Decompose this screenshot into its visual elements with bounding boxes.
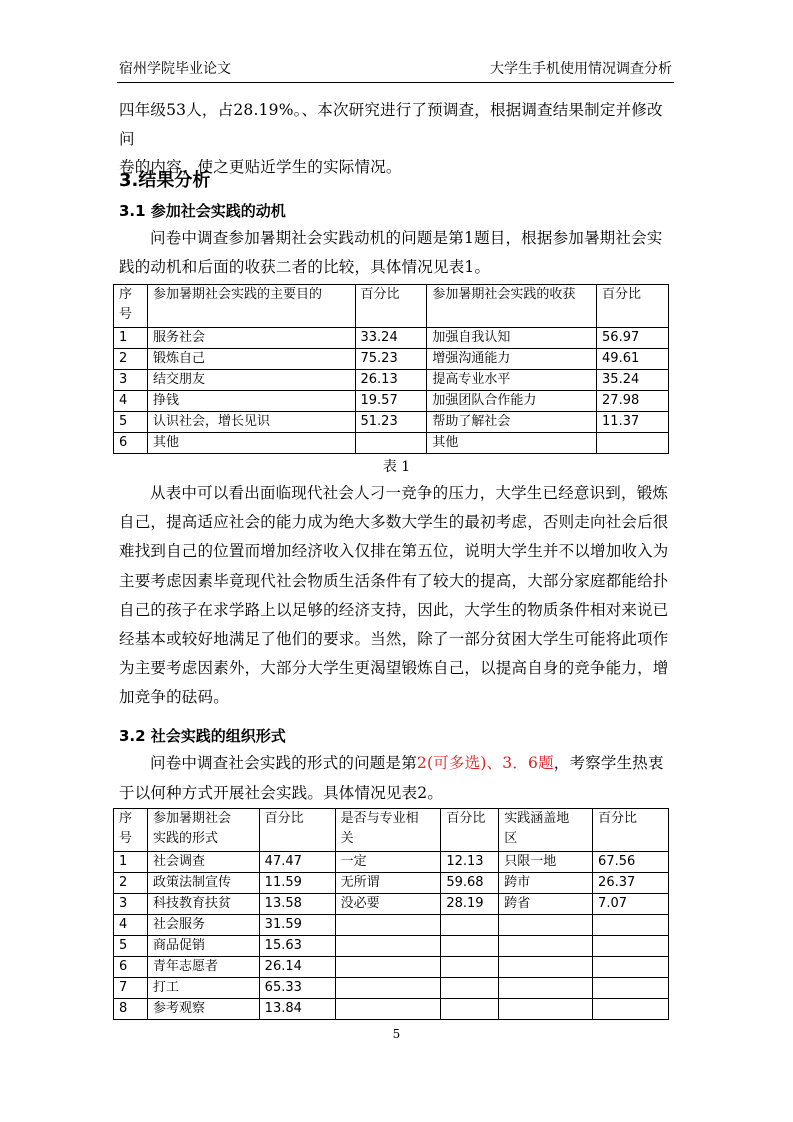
table-row [114,328,669,349]
table-cell [335,915,441,936]
table-cell: 1 [114,328,148,349]
table-row [114,412,669,433]
table-cell: 2 [114,349,148,370]
table-cell: 19.57 [355,391,427,412]
table-row [114,391,669,412]
table-cell [335,978,441,999]
table-cell [441,915,499,936]
table-header-cell: 百分比 [355,285,427,328]
text-line: 自己，提高适应社会的能力成为绝大多数大学生的最初考虑，否则走向社会后很 [119,513,669,532]
table-cell: 5 [114,936,148,957]
table-cell: 2 [114,873,148,894]
text-line: 问卷中调查参加暑期社会实践动机的问题是第1题目，根据参加暑期社会实 [150,229,663,247]
table-cell: 56.97 [597,328,669,349]
text-line: 经基本或较好地满足了他们的要求。当然，除了一部分贫困大学生可能将此项作 [119,630,669,649]
table-row [114,433,669,454]
table-cell: 科技教育扶贫 [147,894,259,915]
subsection-1-paragraph [119,224,675,281]
table-header-cell: 百分比 [259,809,335,852]
table-cell: 31.59 [259,915,335,936]
table-cell: 3 [114,370,148,391]
table-cell: 挣钱 [147,391,355,412]
table-row [114,349,669,370]
table-cell: 8 [114,999,148,1020]
table-cell: 加强自我认知 [427,328,597,349]
table-2 [113,808,669,1020]
table-header-cell: 参加暑期社会 实践的形式 [147,809,259,852]
table-cell: 无所谓 [335,873,441,894]
text-line: 难找到自己的位置而增加经济收入仅排在第五位，说明大学生并不以增加收入为 [119,542,669,561]
table-cell: 跨市 [499,873,593,894]
section-title: 3.结果分析 [119,170,211,191]
table-row [114,978,669,999]
table-cell: 15.63 [259,936,335,957]
text-line: 践的动机和后面的收获二者的比较，具体情况见表1。 [119,257,491,276]
table-1-caption: 表 1 [382,459,411,475]
table-cell: 其他 [147,433,355,454]
table-header-cell: 实践涵盖地 区 [499,809,593,852]
table-cell: 27.98 [597,391,669,412]
text-line: 四年级53人，占28.19%。、本次研究进行了预调查，根据调查结果制定并修改问 [119,101,663,148]
text-line: 加竞争的砝码。 [119,688,229,707]
table-cell: 社会服务 [147,915,259,936]
table-cell [499,915,593,936]
table-cell [499,999,593,1020]
table-row [114,936,669,957]
table-cell: 51.23 [355,412,427,433]
table-cell: 6 [114,433,148,454]
table-header-row [114,809,669,852]
subsection-title-1: 3.1 参加社会实践的动机 [119,202,286,220]
table-cell [593,978,669,999]
text-line: 主要考虑因素毕竟现代社会物质生活条件有了较大的提高，大部分家庭都能给扑 [119,571,669,590]
table-cell [335,999,441,1020]
page-number: 5 [392,1027,401,1041]
table-cell: 没必要 [335,894,441,915]
table-cell: 商品促销 [147,936,259,957]
table-cell [441,978,499,999]
table-row [114,957,669,978]
table-cell [499,936,593,957]
table-header-cell: 参加暑期社会实践的收获 [427,285,597,328]
table-cell: 帮助了解社会 [427,412,597,433]
table-cell: 7 [114,978,148,999]
table-cell: 5 [114,412,148,433]
table-cell: 加强团队合作能力 [427,391,597,412]
text-run: ，考察学生热衷 [553,754,664,772]
table-cell: 47.47 [259,852,335,873]
table-cell: 青年志愿者 [147,957,259,978]
table-cell: 打工 [147,978,259,999]
table-cell [335,936,441,957]
text-line: 为主要考虑因素外，大部分大学生更渴望锻炼自己，以提高自身的竞争能力，增 [119,659,669,678]
subsection-title-2: 3.2 社会实践的组织形式 [119,727,286,745]
table-cell: 13.84 [259,999,335,1020]
table-cell [499,978,593,999]
table-cell: 26.14 [259,957,335,978]
table-cell: 3 [114,894,148,915]
table-cell [597,433,669,454]
table-cell: 59.68 [441,873,499,894]
table-cell [441,999,499,1020]
table-cell: 11.37 [597,412,669,433]
table-cell: 65.33 [259,978,335,999]
table-cell: 13.58 [259,894,335,915]
table-header-cell: 参加暑期社会实践的主要目的 [147,285,355,328]
table-row [114,999,669,1020]
highlighted-question-numbers: 2(可多选)、3．6题 [416,754,554,772]
table-row [114,915,669,936]
table-cell: 只限一地 [499,852,593,873]
text-line: 自己的孩子在求学路上以足够的经济支持，因此，大学生的物质条件相对来说已 [119,600,669,619]
table-1 [113,284,669,454]
table-cell [355,433,427,454]
table-header-cell: 是否与专业相 关 [335,809,441,852]
table-cell: 67.56 [593,852,669,873]
table-cell [499,957,593,978]
table-row [114,852,669,873]
table-cell: 7.07 [593,894,669,915]
table-cell: 33.24 [355,328,427,349]
table-cell [593,915,669,936]
table-cell: 服务社会 [147,328,355,349]
table-cell [441,936,499,957]
table-header-cell: 百分比 [597,285,669,328]
table-cell: 政策法制宣传 [147,873,259,894]
header-left-title: 宿州学院毕业论文 [119,61,231,77]
text-line: 卷的内容，使之更贴近学生的实际情况。 [119,158,402,176]
table-cell: 4 [114,391,148,412]
table-cell: 12.13 [441,852,499,873]
table-cell [441,957,499,978]
table-header-cell: 百分比 [593,809,669,852]
table-cell: 26.13 [355,370,427,391]
table-cell: 锻炼自己 [147,349,355,370]
table-header-cell: 序 号 [114,285,148,328]
text-run: 问卷中调查社会实践的形式的问题是第 [150,754,417,772]
table-cell: 增强沟通能力 [427,349,597,370]
table-cell: 28.19 [441,894,499,915]
table-cell: 社会调查 [147,852,259,873]
text-line: 从表中可以看出面临现代社会人刁一竞争的压力，大学生已经意识到，锻炼 [150,484,669,502]
table-cell: 其他 [427,433,597,454]
table-cell: 49.61 [597,349,669,370]
table-cell: 结交朋友 [147,370,355,391]
table-header-cell: 序 号 [114,809,148,852]
table-cell: 11.59 [259,873,335,894]
text-line: 于以何种方式开展社会实践。具体情况见表2。 [119,784,444,802]
subsection-2-paragraph [119,748,675,808]
table-cell: 认识社会，增长见识 [147,412,355,433]
table-cell: 4 [114,915,148,936]
table-cell: 一定 [335,852,441,873]
table-header-cell: 百分比 [441,809,499,852]
table-cell [593,957,669,978]
table-cell: 35.24 [597,370,669,391]
table-cell: 1 [114,852,148,873]
text-line [119,748,675,778]
page-header [117,52,674,83]
table-cell: 6 [114,957,148,978]
table-cell: 跨省 [499,894,593,915]
table-cell [335,957,441,978]
table-cell [593,936,669,957]
table-cell [593,999,669,1020]
analysis-paragraph [119,479,675,713]
table-row [114,894,669,915]
table-row [114,370,669,391]
header-right-title: 大学生手机使用情况调查分析 [490,61,672,77]
table-row [114,873,669,894]
table-cell: 75.23 [355,349,427,370]
table-header-row [114,285,669,328]
table-cell: 提高专业水平 [427,370,597,391]
table-cell: 26.37 [593,873,669,894]
table-cell: 参考观察 [147,999,259,1020]
